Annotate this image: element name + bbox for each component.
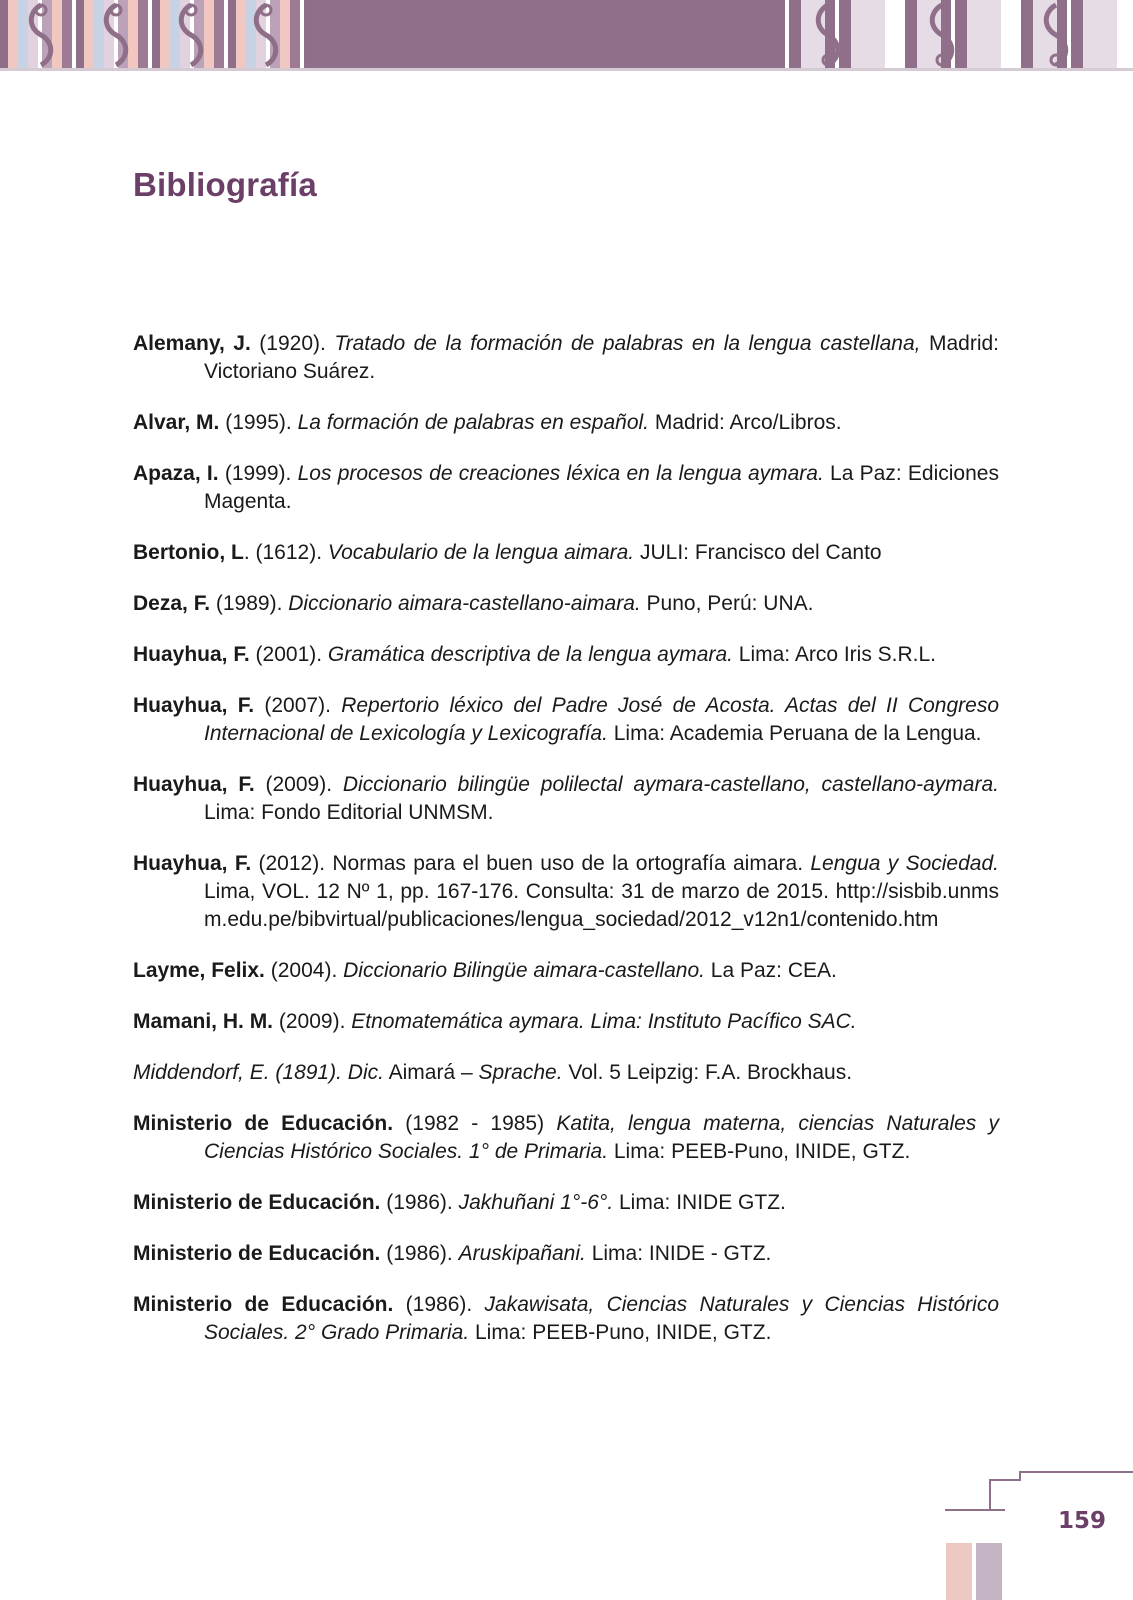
bibliography-entry: Middendorf, E. (1891). Dic. Aimará – Sprache. Vol. 5 Leipzig: F.A. Brockhaus.: [133, 1061, 853, 1084]
bibliography-entry: Bertonio, L. (1612). Vocabulario de la lengua aimara. JULI: Francisco del Canto: [133, 541, 882, 564]
bibliography-entry: Mamani, H. M. (2009). Etnomatemática aymara. Lima: Instituto Pacífico SAC.: [133, 1010, 857, 1033]
header-band: [0, 0, 1133, 70]
bibliography-entry: Alemany, J. (1920). Tratado de la formación de palabras en la lengua castellana, Madrid: Victoriano Suárez.: [133, 332, 999, 383]
spiral-motif-icon: [168, 0, 214, 70]
bibliography-entry: Layme, Felix. (2004). Diccionario Bilingüe aimara-castellano. La Paz: CEA.: [133, 959, 837, 982]
page-number: 159: [1058, 1508, 1107, 1534]
spiral-motif-icon: [919, 0, 965, 70]
spiral-motif-icon: [93, 0, 139, 70]
bibliography-entry: Alvar, M. (1995). La formación de palabras en español. Madrid: Arco/Libros.: [133, 411, 842, 434]
bibliography-entry: Huayhua, F. (2007). Repertorio léxico del Padre José de Acosta. Actas del II Congreso Internacional de Lexicología y Lexicografía. Lima: Academia Peruana de la Lengua.: [133, 694, 999, 745]
reference-url[interactable]: http://sisbib.unmsm.edu.pe/bibvirtual/publicaciones/lengua_sociedad/2012_v12n1/contenido.htm: [204, 880, 999, 931]
bibliography-entry: Ministerio de Educación. (1986). Aruskipañani. Lima: INIDE - GTZ.: [133, 1242, 772, 1265]
spiral-motif-icon: [243, 0, 289, 70]
bibliography-entry: Deza, F. (1989). Diccionario aimara-castellano-aimara. Puno, Perú: UNA.: [133, 592, 814, 615]
footer-bar-lilac: [976, 1543, 1002, 1600]
page-title: Bibliografía: [133, 166, 317, 203]
bibliography-entry: Ministerio de Educación. (1986). Jakawisata, Ciencias Naturales y Ciencias Histórico Sociales. 2° Grado Primaria. Lima: PEEB-Puno, INIDE, GTZ.: [133, 1293, 999, 1344]
header-band-center: [310, 0, 785, 70]
footer-steps-decoration: [945, 1470, 1133, 1600]
bibliography-entry: Huayhua, F. (2009). Diccionario bilingüe polilectal aymara-castellano, castellano-aymara. Lima: Fondo Editorial UNMSM.: [133, 773, 999, 824]
footer-bar-pink: [946, 1543, 972, 1600]
header-divider: [0, 68, 1133, 71]
spiral-motif-icon: [1033, 0, 1079, 70]
bibliography-entry: Ministerio de Educación. (1986). Jakhuñani 1°-6°. Lima: INIDE GTZ.: [133, 1191, 786, 1214]
bibliography-entry: Ministerio de Educación. (1982 - 1985) Katita, lengua materna, ciencias Naturales y Ciencias Histórico Sociales. 1° de Primaria. Lima: PEEB-Puno, INIDE, GTZ.: [133, 1112, 999, 1163]
bibliography-entry: Huayhua, F. (2012). Normas para el buen uso de la ortografía aimara. Lengua y Sociedad. Lima, VOL. 12 Nº 1, pp. 167-176. Consulta: 31 de marzo de 2015. http://sisbib.unmsm.edu.pe/bibvirtual/publicaciones/lengua_sociedad/2012_v12n1/contenido.htm: [133, 852, 999, 931]
bibliography-entry: Apaza, I. (1999). Los procesos de creaciones léxica en la lengua aymara. La Paz: Ediciones Magenta.: [133, 462, 999, 513]
spiral-motif-icon: [805, 0, 851, 70]
bibliography-list: [133, 330, 999, 1370]
spiral-motif-icon: [18, 0, 64, 70]
bibliography-entry: Huayhua, F. (2001). Gramática descriptiva de la lengua aymara. Lima: Arco Iris S.R.L.: [133, 643, 937, 666]
